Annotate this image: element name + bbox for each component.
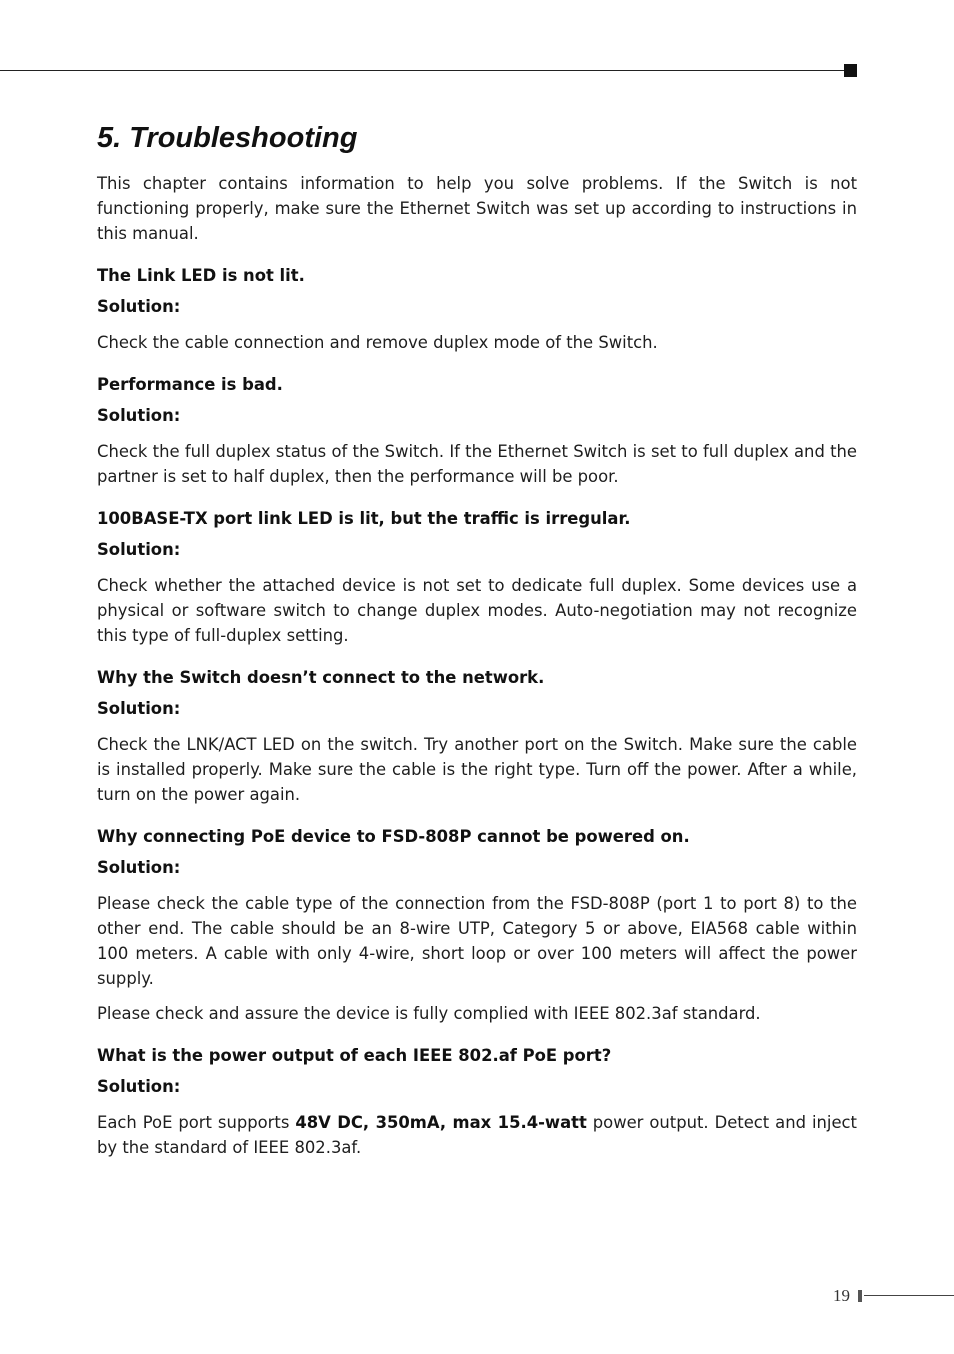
header-rule xyxy=(0,70,846,71)
answer-text-end: power output. Detect and inject by the standard of IEEE 802.3af. xyxy=(97,1113,857,1157)
solution-label: Solution: xyxy=(97,1077,181,1096)
faq-item-link-led xyxy=(97,263,857,355)
faq-item-traffic-irregular xyxy=(97,506,857,648)
solution-label: Solution: xyxy=(97,406,181,425)
section-intro: This chapter contains information to help you solve problems. If the Switch is not functioning properly, make sure the Ethernet Switch was set up according to instructions in this manual. xyxy=(97,174,857,243)
footer-tick-marker xyxy=(858,1290,862,1302)
faq-answer: Check the full duplex status of the Switch. If the Ethernet Switch is set to full duplex and the partner is set to half duplex, then the performance will be poor. xyxy=(97,442,857,486)
faq-answer: Check the cable connection and remove duplex mode of the Switch. xyxy=(97,333,658,352)
faq-question: Why connecting PoE device to FSD-808P cannot be powered on. xyxy=(97,827,690,846)
page-content xyxy=(97,118,857,1177)
faq-question: 100BASE-TX port link LED is lit, but the traffic is irregular. xyxy=(97,509,631,528)
footer-rule xyxy=(864,1295,954,1296)
power-spec-highlight: 48V DC, 350mA, max 15.4-watt xyxy=(295,1113,587,1132)
faq-question: Performance is bad. xyxy=(97,375,283,394)
solution-label: Solution: xyxy=(97,699,181,718)
solution-label: Solution: xyxy=(97,297,181,316)
section-title: 5. Troubleshooting xyxy=(97,122,358,154)
faq-item-performance xyxy=(97,372,857,489)
page-number: 19 xyxy=(833,1286,850,1305)
faq-question: What is the power output of each IEEE 802.af PoE port? xyxy=(97,1046,612,1065)
faq-answer-followup: Please check and assure the device is fully complied with IEEE 802.3af standard. xyxy=(97,1004,761,1023)
answer-text-start: Each PoE port supports xyxy=(97,1113,296,1132)
faq-question: The Link LED is not lit. xyxy=(97,266,305,285)
faq-item-poe-not-powered xyxy=(97,824,857,1026)
faq-question: Why the Switch doesn’t connect to the network. xyxy=(97,668,545,687)
faq-item-poe-power-output xyxy=(97,1043,857,1160)
faq-answer: Check the LNK/ACT LED on the switch. Try another port on the Switch. Make sure the cable is installed properly. Make sure the cable is the right type. Turn off the power. After a while, turn on the power again. xyxy=(97,735,857,804)
faq-answer: Please check the cable type of the connection from the FSD-808P (port 1 to port 8) to the other end. The cable should be an 8-wire UTP, Category 5 or above, EIA568 cable within 100 meters. A cable with only 4-wire, short loop or over 100 meters will affect the power supply. xyxy=(97,894,857,988)
solution-label: Solution: xyxy=(97,540,181,559)
solution-label: Solution: xyxy=(97,858,181,877)
faq-answer xyxy=(97,1110,857,1160)
header-square-marker xyxy=(844,64,857,77)
faq-answer: Check whether the attached device is not set to dedicate full duplex. Some devices use a physical or software switch to change duplex modes. Auto-negotiation may not recognize this type of full-duplex setting. xyxy=(97,576,857,645)
faq-item-no-network xyxy=(97,665,857,807)
